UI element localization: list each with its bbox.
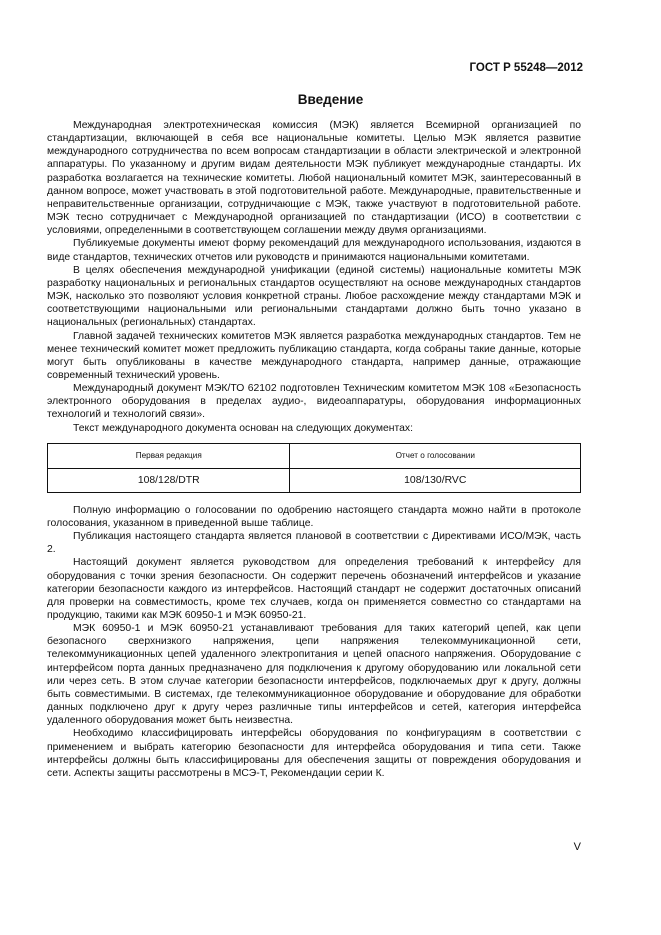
- page-number: V: [573, 841, 581, 853]
- header-voting-report: Отчет о голосовании: [290, 443, 581, 468]
- document-body: [47, 119, 581, 780]
- paragraph-circuit-requirements: МЭК 60950-1 и МЭК 60950-21 устанавливают требования для таких категорий цепей, как цепи безопасного сверхнизкого напряжения, цепи напряжения телекоммуникационной сети, телекоммуникационных цепей удаленного электропитания и цепей опасного напряжения. Оборудование с интерфейсом порта данных предназначено для подключения к другому оборудованию или локальной сети или через сеть. В этом случае категории безопасности интерфейсов, подключаемых друг к другу, должны быть совместимыми. В системах, где телекоммуникационное оборудование и оборудование для обработки данных подключено друг к другу через различные типы интерфейсов и сетей, категория интерфейса удаленного оборудования может быть неизвестна.: [47, 623, 581, 727]
- cell-voting-report: 108/130/RVC: [290, 468, 581, 492]
- header-first-edition: Первая редакция: [48, 443, 290, 468]
- cell-first-edition: 108/128/DTR: [48, 468, 290, 492]
- paragraph-document-guide: Настоящий документ является руководством для определения требований к интерфейсу для оборудования с точки зрения безопасности. Он содержит перечень обозначений интерфейсов и указание категории безопасности каждого из интерфейсов. Настоящий стандарт не содержит достаточных описаний для проверки на совместимость, кроме тех случаев, когда он применяется совместно со стандартами на продукцию, такими как МЭК 60950-1 и МЭК 60950-21.: [47, 557, 581, 621]
- paragraph-iec-organization: Международная электротехническая комиссия (МЭК) является Всемирной организацией по стандартизации, включающей в себя все национальные комитеты. Целью МЭК является развитие международного сотрудничества по всем вопросам стандартизации в области электрической и электронной аппаратуры. По указанному и другим видам деятельности МЭК публикует международные стандарты. Их разработка возлагается на технические комитеты. Любой национальный комитет МЭК, заинтересованный в данном вопросе, может участвовать в этой подготовительной работе. Международные, правительственные и неправительственные организации, сотрудничающие с МЭК, также участвуют в подготовительной работе. МЭК тесно сотрудничает с Международной организацией по стандартизации (ИСО) в соответствии с условиями, определенными в соответствующем соглашении между двумя организациями.: [47, 120, 581, 237]
- paragraph-classification: Необходимо классифицировать интерфейсы оборудования по конфигурациям в соответствии с применением и выбрать категорию безопасности для интерфейса оборудования и типа сети. Также интерфейсы должны быть классифицированы для обеспечения защиты от повреждения оборудования и сети. Аспекты защиты рассмотрены в МСЭ-Т, Рекомендации серии К.: [47, 728, 581, 779]
- paragraph-publication-plan: Публикация настоящего стандарта является плановой в соответствии с Директивами ИСО/МЭК, часть 2.: [47, 531, 581, 556]
- table-header-row: [48, 443, 581, 468]
- table-row: [48, 468, 581, 492]
- section-title: Введение: [297, 92, 364, 107]
- paragraph-voting-info: Полную информацию о голосовании по одобрению настоящего стандарта можно найти в протоколе голосования, указанном в приведенной выше таблице.: [47, 504, 581, 529]
- standard-code-header: ГОСТ Р 55248—2012: [469, 62, 583, 74]
- voting-documents-table: [47, 443, 581, 493]
- paragraph-unification: В целях обеспечения международной унификации (единой системы) национальные комитеты МЭК разработку национальных и региональных стандартов осуществляют на основе международных стандартов МЭК, насколько это позволяют условия конкретной страны. Любое расхождение между стандартами МЭК и соответствующими национальными или региональными стандартами должно быть точно указано в национальных (региональных) стандартах.: [47, 264, 581, 329]
- paragraph-document-prepared: Международный документ МЭК/ТО 62102 подготовлен Техническим комитетом МЭК 108 «Безопасность электронного оборудования в пределах аудио-, видеоаппаратуры, оборудования информационных технологий и технологий связи».: [47, 383, 581, 421]
- paragraph-published-documents: Публикуемые документы имеют форму рекомендаций для международного использования, издаются в виде стандартов, технических отчетов или руководств и принимаются национальными комитетами.: [47, 238, 581, 263]
- paragraph-text-based-on: Текст международного документа основан на следующих документах:: [73, 422, 414, 434]
- paragraph-technical-committees: Главной задачей технических комитетов МЭК является разработка международных стандартов. Тем не менее технический комитет может предложить публикацию стандарта, когда собраны такие данные, которые могут быть опубликованы в качестве международного стандарта, например данные, отражающие современный технический уровень.: [47, 330, 581, 381]
